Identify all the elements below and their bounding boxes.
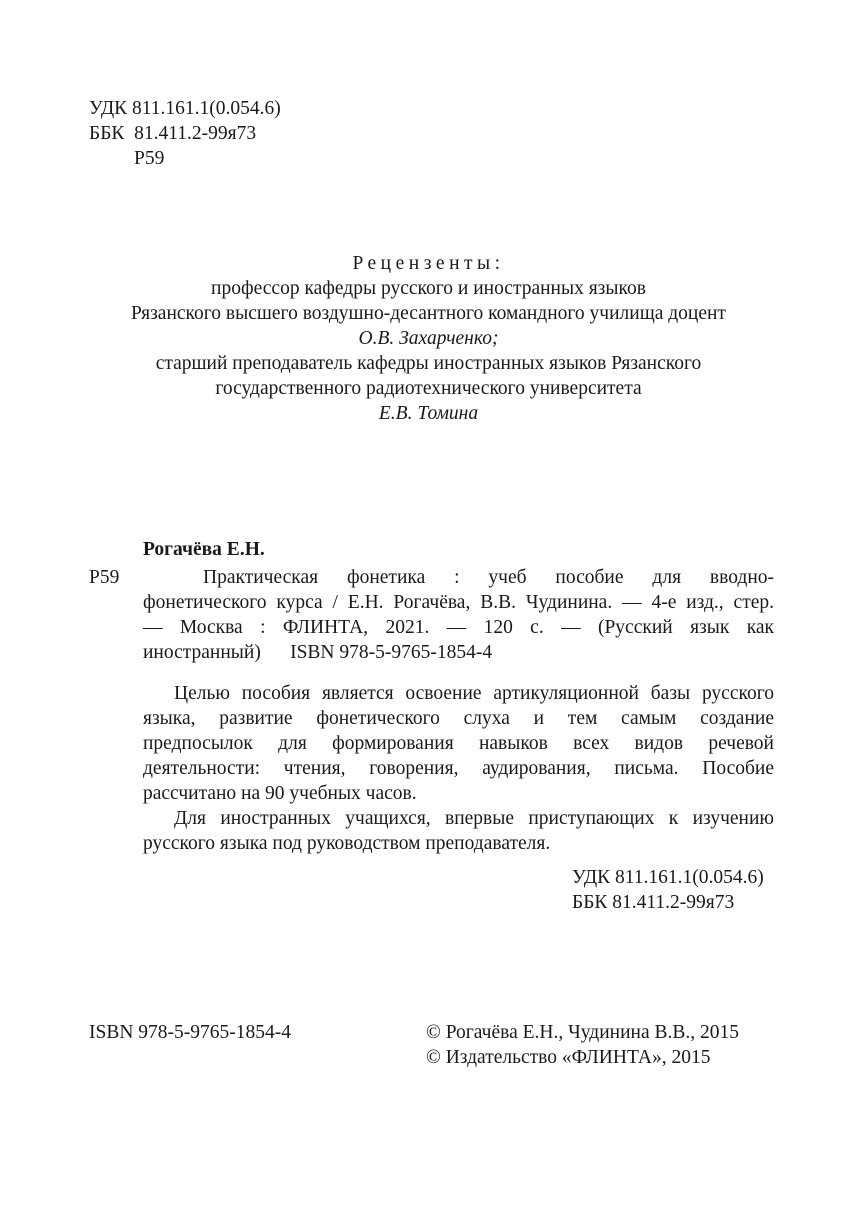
reviewers-heading: Рецензенты: <box>352 253 505 274</box>
annotation-line: русского языка под руководством преподавателя. <box>143 833 551 854</box>
reviewer-line: профессор кафедры русского и иностранных языков <box>211 278 646 299</box>
copyright-block <box>426 1020 739 1070</box>
record-line: иностранный) ISBN 978-5-9765-1854-4 <box>143 642 493 663</box>
author-sign-code: Р59 <box>134 148 165 169</box>
copyright-publisher: © Издательство «ФЛИНТА», 2015 <box>426 1047 711 1068</box>
record-author: Рогачёва Е.Н. <box>143 539 265 560</box>
record-line: фонетического курса / Е.Н. Рогачёва, В.В. Чудинина. — 4-е изд., стер. <box>143 592 774 613</box>
reviewer-name: Е.В. Томина <box>378 403 479 424</box>
classification-block-top <box>89 96 281 171</box>
record-code: Р59 <box>89 567 120 588</box>
bbk-code: ББК 81.411.2-99я73 <box>89 123 257 144</box>
annotation-line: деятельности: чтения, говорения, аудирования, письма. Пособие <box>143 758 774 779</box>
annotation-line: Для иностранных учащихся, впервые приступающих к изучению <box>174 808 774 829</box>
annotation <box>143 681 774 856</box>
reviewer-line: старший преподаватель кафедры иностранных языков Рязанского <box>155 353 702 374</box>
copyright-authors: © Рогачёва Е.Н., Чудинина В.В., 2015 <box>426 1022 740 1043</box>
classification-block-bottom <box>572 865 764 915</box>
reviewer-name: О.В. Захарченко; <box>358 328 499 349</box>
reviewer-line: Рязанского высшего воздушно-десантного командного училища доцент <box>131 303 726 324</box>
reviewer-line: государственного радиотехнического университета <box>215 378 642 399</box>
bbk-code: ББК 81.411.2-99я73 <box>572 892 735 913</box>
bibliographic-record <box>143 565 774 665</box>
udk-code: УДК 811.161.1(0.054.6) <box>89 98 281 119</box>
annotation-line: рассчитано на 90 учебных часов. <box>143 783 417 804</box>
annotation-line: Целью пособия является освоение артикуляционной базы русского <box>174 683 774 704</box>
udk-code: УДК 811.161.1(0.054.6) <box>572 867 764 888</box>
annotation-line: предпосылок для формирования навыков всех видов речевой <box>143 733 774 754</box>
isbn-footer: ISBN 978-5-9765-1854-4 <box>89 1022 292 1043</box>
record-line: — Москва : ФЛИНТА, 2021. — 120 с. — (Русский язык как <box>143 617 774 638</box>
annotation-line: языка, развитие фонетического слуха и тем самым создание <box>143 708 774 729</box>
record-line: Практическая фонетика : учеб пособие для вводно- <box>203 567 774 588</box>
reviewers-block <box>0 251 857 426</box>
